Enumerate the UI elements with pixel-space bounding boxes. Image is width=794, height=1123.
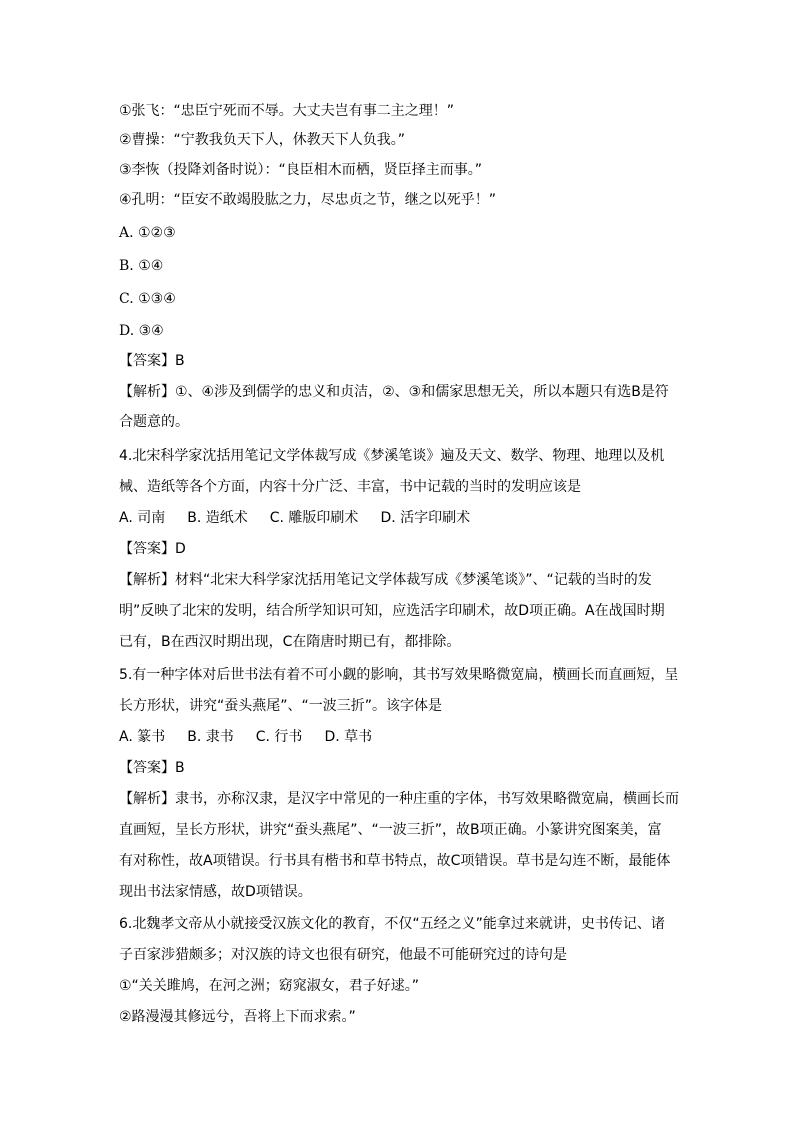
q4-option-a: A. 司南: [119, 510, 166, 526]
q3-answer: 【答案】B: [119, 353, 185, 369]
q5-option-d: D. 草书: [324, 729, 373, 745]
q5-analysis-line-3: 有对称性，故A项错误。行书具有楷书和草书特点，故C项错误。草书是勾连不断，最能体: [119, 853, 671, 869]
q5-options: [119, 727, 372, 747]
q4-analysis-line-3: 已有，B在西汉时期出现，C在隋唐时期已有，都排除。: [119, 634, 461, 650]
q4-analysis-line-1: 【解析】材料“北宋大科学家沈括用笔记文学体裁写成《梦溪笔谈》”、“记载的当时的发: [119, 572, 652, 588]
q4-option-b: B. 造纸术: [187, 510, 248, 526]
q3-option-a: A. ①②③: [119, 225, 176, 241]
q3-option-b: B. ①④: [119, 258, 164, 274]
q6-stem-line-2: 子百家涉猎颇多；对汉族的诗文也很有研究，他最不可能研究过的诗句是: [119, 947, 567, 963]
q6-stem-line-1: 6.北魏孝文帝从小就接受汉族文化的教育，不仅“五经之义”能拿过来就讲，史书传记、诸: [119, 916, 665, 932]
statement-3: ③李恢（投降刘备时说）：“良臣相木而栖，贤臣择主而事。”: [119, 162, 483, 178]
q4-stem-line-2: 械、造纸等各个方面，内容十分广泛、丰富，书中记载的当时的发明应该是: [119, 479, 581, 495]
statement-2: ②曹操：“宁教我负天下人，休教天下人负我。”: [119, 132, 406, 148]
statement-4: ④孔明：“臣安不敢竭股肱之力，尽忠贞之节，继之以死乎！”: [119, 192, 497, 208]
q3-option-c: C. ①③④: [119, 291, 176, 307]
q5-option-c: C. 行书: [255, 729, 303, 745]
q5-option-a: A. 篆书: [119, 729, 166, 745]
q5-analysis-line-2: 直画短，呈长方形状，讲究“蚕头燕尾”、“一波三折”，故B项正确。小篆讲究图案美，富: [119, 822, 662, 838]
q5-stem-line-1: 5.有一种字体对后世书法有着不可小觑的影响，其书写效果略微宽扁，横画长而直画短，呈: [119, 667, 679, 683]
q4-analysis-line-2: 明”反映了北宋的发明，结合所学知识可知，应选活字印刷术，故D项正确。A在战国时期: [119, 603, 665, 619]
q6-item-2: ②路漫漫其修远兮，吾将上下而求索。”: [119, 1009, 356, 1025]
q4-stem-line-1: 4.北宋科学家沈括用笔记文学体裁写成《梦溪笔谈》遍及天文、数学、物理、地理以及机: [119, 448, 665, 464]
q5-stem-line-2: 长方形状，讲究“蚕头燕尾”、“一波三折”。该字体是: [119, 698, 443, 714]
q5-answer: 【答案】B: [119, 760, 185, 776]
q4-options: [119, 508, 470, 528]
q4-option-d: D. 活字印刷术: [380, 510, 471, 526]
q6-item-1: ①“关关雎鸠，在河之洲；窈窕淑女，君子好逑。”: [119, 978, 420, 994]
q5-analysis-line-4: 现出书法家情感，故D项错误。: [119, 884, 312, 900]
q5-analysis-line-1: 【解析】隶书，亦称汉隶，是汉字中常见的一种庄重的字体，书写效果略微宽扁，横画长而: [119, 791, 679, 807]
q4-answer: 【答案】D: [119, 541, 186, 557]
q4-option-c: C. 雕版印刷术: [269, 510, 359, 526]
q5-option-b: B. 隶书: [187, 729, 234, 745]
q3-option-d: D. ③④: [119, 323, 164, 339]
statement-1: ①张飞：“忠臣宁死而不辱。大丈夫岂有事二主之理！”: [119, 103, 455, 119]
q3-analysis-line-2: 合题意的。: [119, 414, 189, 430]
q3-analysis-line-1: 【解析】①、④涉及到儒学的忠义和贞洁，②、③和儒家思想无关，所以本题只有选B是符: [119, 384, 669, 400]
